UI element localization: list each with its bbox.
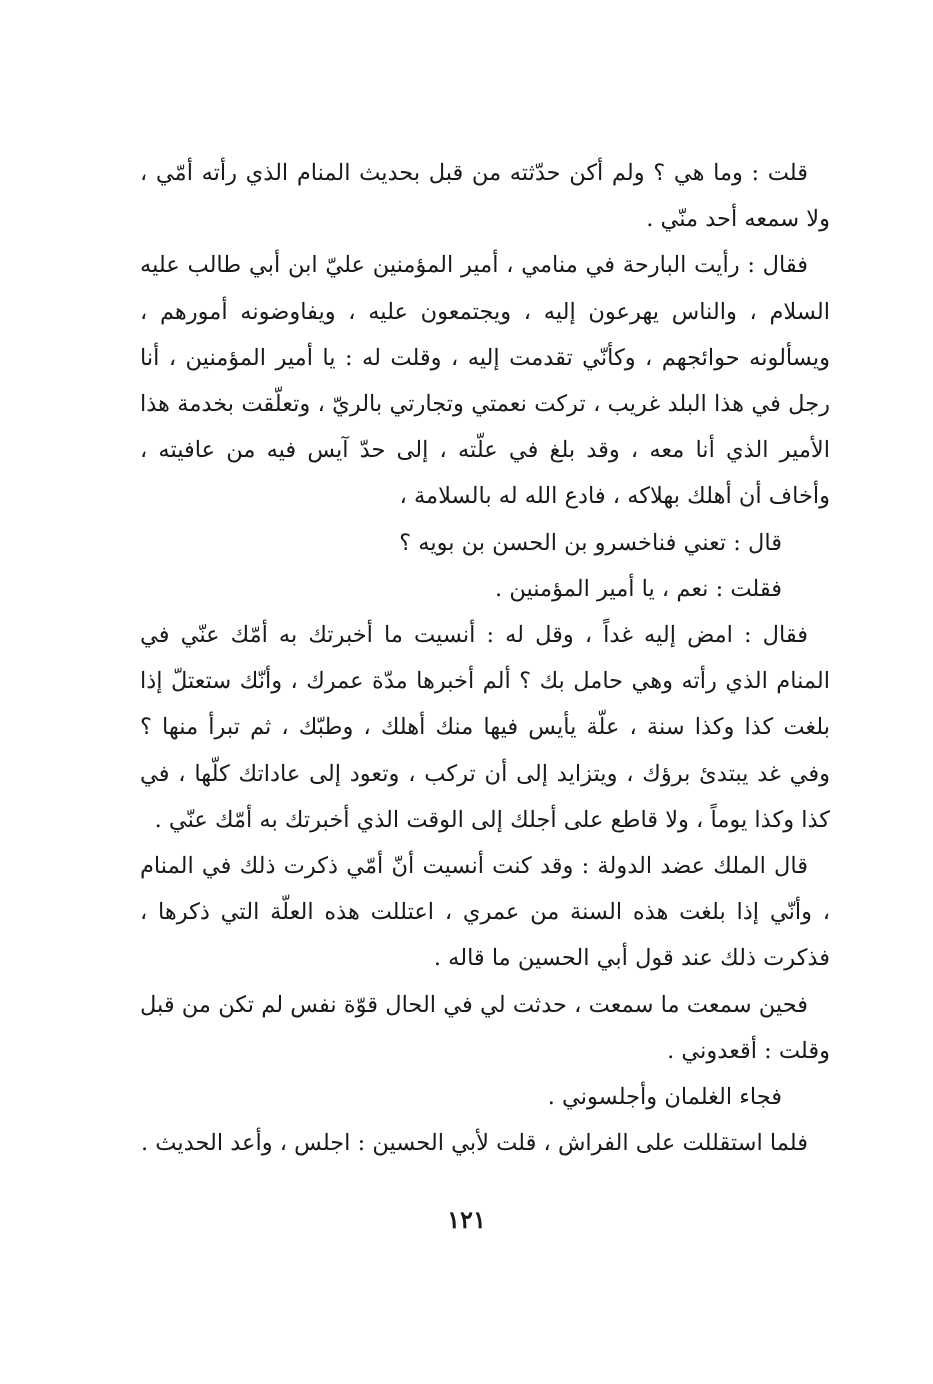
paragraph-6: قال الملك عضد الدولة : وقد كنت أنسيت أنّ أمّي ذكرت ذلك في المنام ، وأنّي إذا بلغت هذه السنة من عمري ، اعتللت هذه العلّة التي ذكرها ، فذكرت ذلك عند قول أبي الحسين ما قاله . <box>140 853 830 972</box>
paragraph-3: قال : تعني فناخسرو بن الحسن بن بويه ؟ <box>399 529 782 556</box>
paragraph-1: قلت : وما هي ؟ ولم أكن حدّثته من قبل بحديث المنام الذي رأته أمّي ، ولا سمعه أحد منّي . <box>140 160 830 233</box>
paragraph-9: فلما استقللت على الفراش ، قلت لأبي الحسين : اجلس ، وأعد الحديث . <box>140 1130 808 1157</box>
paragraph-7: فحين سمعت ما سمعت ، حدثت لي في الحال قوّة نفس لم تكن من قبل وقلت : أقعدوني . <box>140 991 830 1064</box>
page-number: ١٢١ <box>447 1205 486 1234</box>
paragraph-4: فقلت : نعم ، يا أمير المؤمنين . <box>495 575 782 602</box>
body-text <box>140 150 830 1166</box>
paragraph-8: فجاء الغلمان وأجلسوني . <box>547 1084 782 1111</box>
paragraph-5: فقال : امض إليه غداً ، وقل له : أنسيت ما أخبرتك به أمّك عنّي في المنام الذي رأته وهي حامل بك ؟ ألم أخبرها مدّة عمرك ، وأنّك ستعتلّ إذا بلغت كذا وكذا سنة ، علّة يأيس فيها منك أهلك ، وطبّك ، ثم تبرأ منها ؟ وفي غد يبتدئ برؤك ، ويتزايد إلى أن تركب ، وتعود إلى عاداتك كلّها ، في كذا وكذا يوماً ، ولا قاطع على أجلك إلى الوقت الذي أخبرتك به أمّك عنّي . <box>140 622 830 833</box>
paragraph-2: فقال : رأيت البارحة في منامي ، أمير المؤمنين عليّ ابن أبي طالب عليه السلام ، والناس يهرعون إليه ، ويجتمعون عليه ، ويفاوضونه أمورهم ، ويسألونه حوائجهم ، وكأنّي تقدمت إليه ، وقلت له : يا أمير المؤمنين ، أنا رجل في هذا البلد غريب ، تركت نعمتي وتجارتي بالريّ ، وتعلّقت بخدمة هذا الأمير الذي أنا معه ، وقد بلغ في علّته ، إلى حدّ آيس فيه من عافيته ، وأخاف أن أهلك بهلاكه ، فادع الله له بالسلامة ، <box>140 252 830 510</box>
